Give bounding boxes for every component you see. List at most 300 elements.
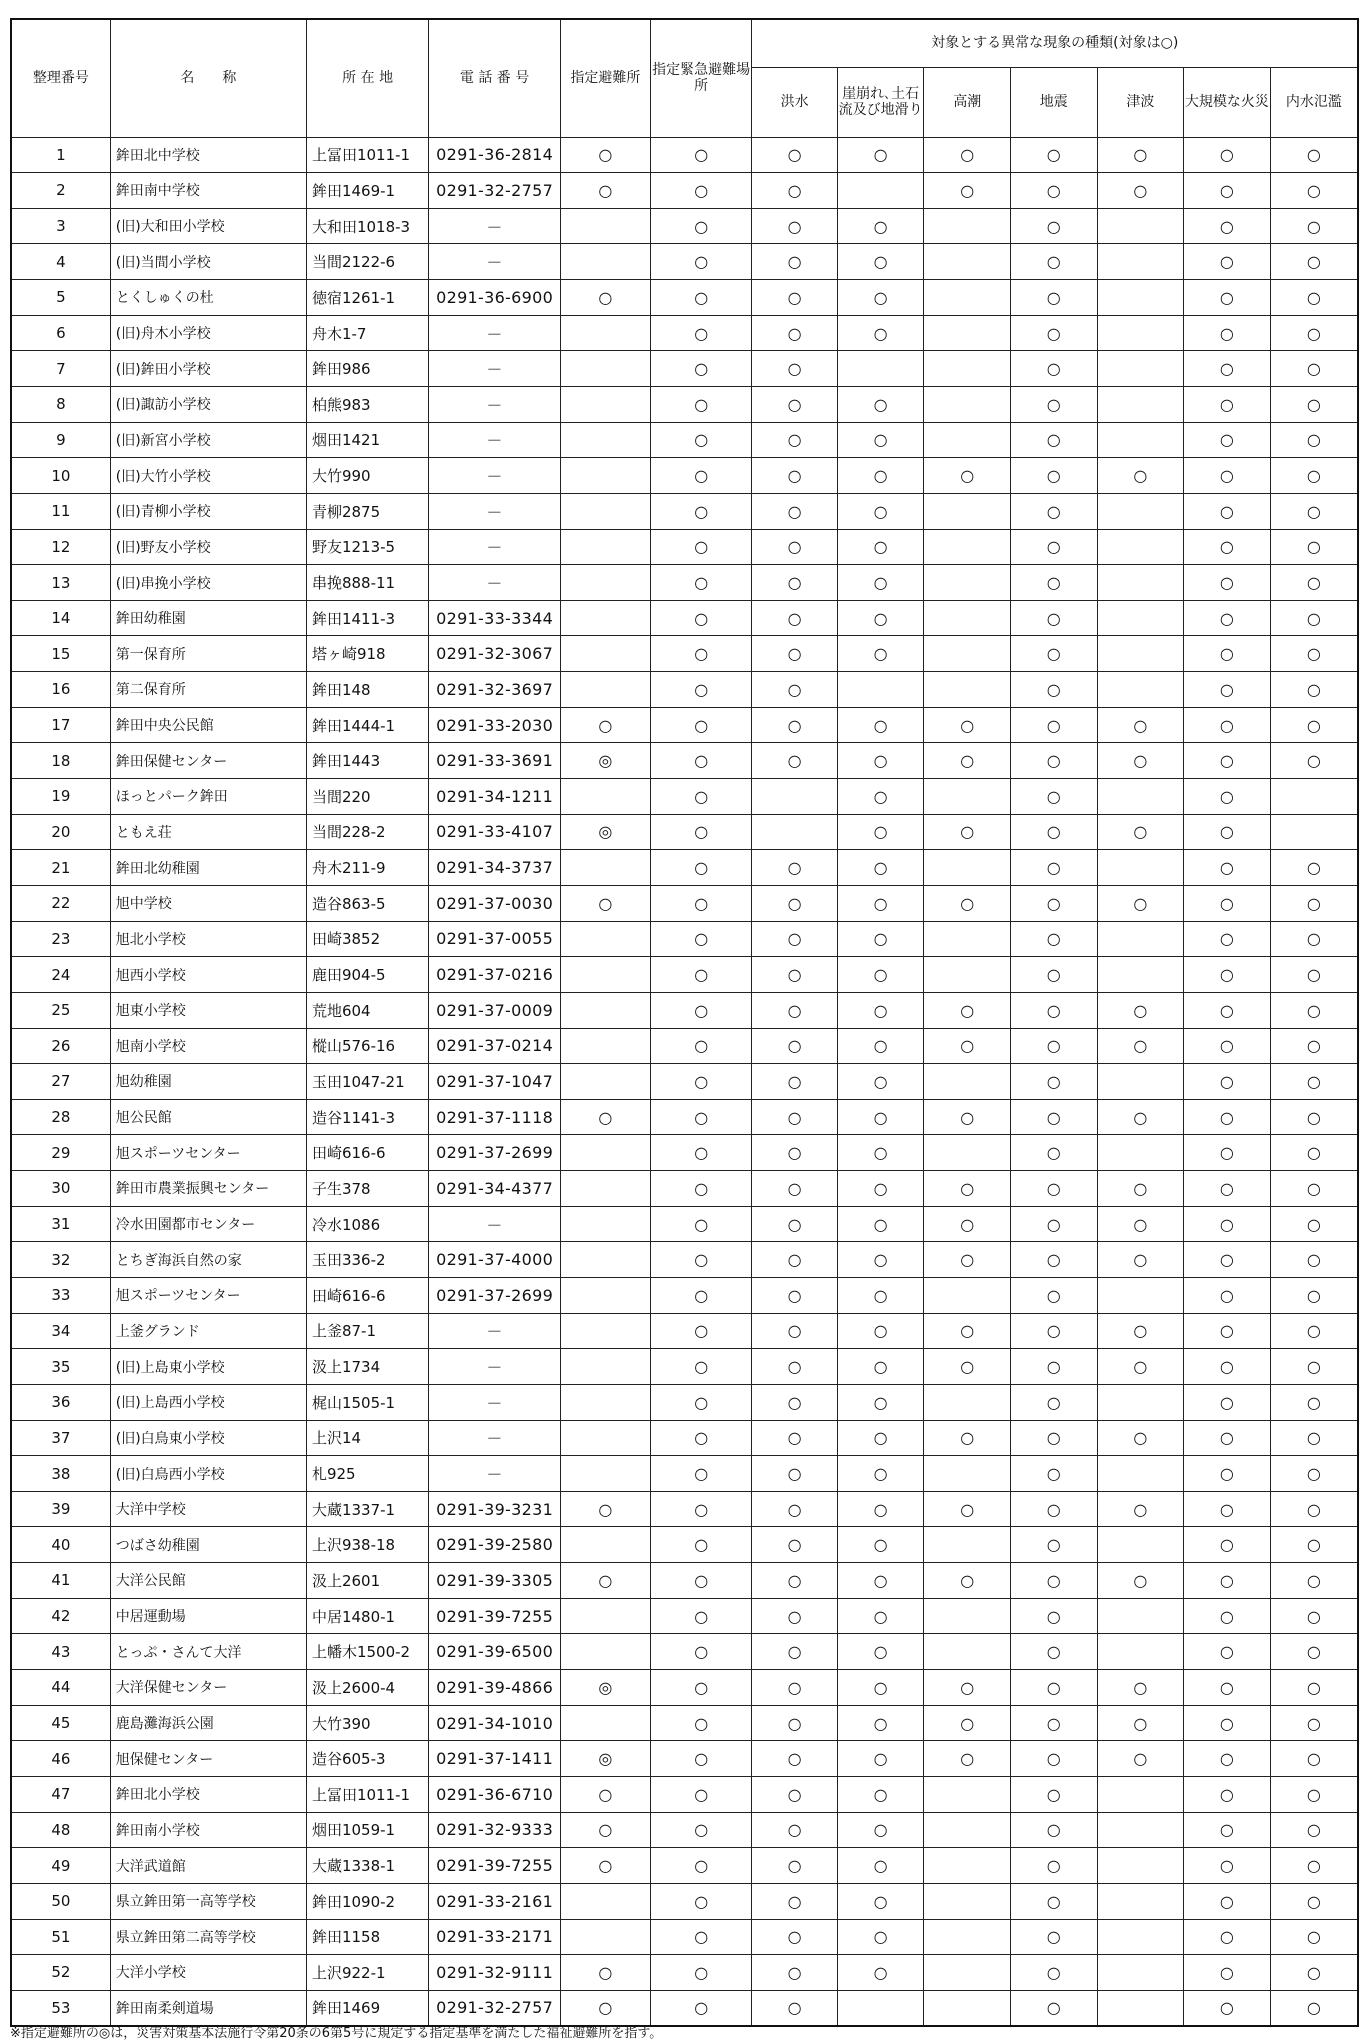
table-row [11, 1313, 1358, 1349]
cell-designated-shelter: ○ [560, 1848, 650, 1884]
cell-hazard-mark: ○ [1270, 1955, 1358, 1991]
cell-hazard-mark: ○ [752, 1278, 837, 1314]
cell-name: とくしゅくの杜 [110, 280, 306, 316]
cell-hazard-mark [1097, 422, 1184, 458]
cell-name: 旭保健センター [110, 1741, 306, 1777]
table-row [11, 1670, 1358, 1706]
table-row [11, 779, 1358, 815]
cell-hazard-mark [1097, 1776, 1184, 1812]
cell-emergency-site: ○ [650, 1206, 752, 1242]
cell-name: 鉾田北幼稚園 [110, 850, 306, 886]
cell-address: 造谷1141-3 [306, 1099, 428, 1135]
cell-no: 24 [11, 957, 110, 993]
cell-hazard-mark: ○ [837, 1384, 924, 1420]
cell-designated-shelter [560, 1527, 650, 1563]
cell-hazard-mark: ○ [752, 1349, 837, 1385]
header-emergency-site: 指定緊急避難場所 [650, 19, 752, 137]
cell-no: 50 [11, 1883, 110, 1919]
cell-address: 烟田1421 [306, 422, 428, 458]
header-hazard: 地震 [1010, 67, 1097, 137]
cell-hazard-mark: ○ [752, 921, 837, 957]
cell-hazard-mark: ○ [1097, 814, 1184, 850]
cell-hazard-mark: ○ [1270, 1812, 1358, 1848]
cell-designated-shelter [560, 565, 650, 601]
cell-hazard-mark: ○ [1010, 351, 1097, 387]
table-row [11, 529, 1358, 565]
table-row [11, 422, 1358, 458]
cell-emergency-site: ○ [650, 1848, 752, 1884]
cell-hazard-mark: ○ [837, 1919, 924, 1955]
cell-name: (旧)諏訪小学校 [110, 386, 306, 422]
cell-designated-shelter [560, 1278, 650, 1314]
cell-emergency-site: ○ [650, 1919, 752, 1955]
cell-hazard-mark: ○ [1184, 1741, 1271, 1777]
cell-phone: 0291-36-6900 [429, 280, 561, 316]
cell-hazard-mark: ○ [752, 386, 837, 422]
cell-hazard-mark: ○ [1010, 1384, 1097, 1420]
cell-emergency-site: ○ [650, 1491, 752, 1527]
cell-hazard-mark: ○ [837, 422, 924, 458]
cell-hazard-mark [1097, 1919, 1184, 1955]
cell-phone: 0291-37-1118 [429, 1099, 561, 1135]
cell-hazard-mark: ○ [1010, 1670, 1097, 1706]
table-row [11, 1206, 1358, 1242]
cell-hazard-mark: ○ [1184, 386, 1271, 422]
cell-hazard-mark: ○ [924, 885, 1011, 921]
cell-hazard-mark: ○ [837, 1563, 924, 1599]
cell-hazard-mark: ○ [752, 1491, 837, 1527]
cell-address: 鉾田1469 [306, 1990, 428, 2026]
cell-phone: － [429, 208, 561, 244]
cell-phone: － [429, 1384, 561, 1420]
cell-name: 旭公民館 [110, 1099, 306, 1135]
cell-hazard-mark: ○ [1270, 1634, 1358, 1670]
cell-hazard-mark: ○ [752, 1598, 837, 1634]
cell-designated-shelter [560, 208, 650, 244]
header-address: 所 在 地 [306, 19, 428, 137]
cell-hazard-mark [1097, 1527, 1184, 1563]
cell-hazard-mark: ○ [752, 1776, 837, 1812]
cell-hazard-mark [1097, 1135, 1184, 1171]
table-row [11, 1955, 1358, 1991]
table-row [11, 137, 1358, 173]
cell-emergency-site: ○ [650, 1990, 752, 2026]
cell-emergency-site: ○ [650, 1171, 752, 1207]
cell-address: 上冨田1011-1 [306, 137, 428, 173]
cell-hazard-mark [1097, 351, 1184, 387]
cell-phone: 0291-39-7255 [429, 1598, 561, 1634]
cell-emergency-site: ○ [650, 1420, 752, 1456]
cell-no: 44 [11, 1670, 110, 1706]
cell-hazard-mark: ○ [1010, 1848, 1097, 1884]
cell-hazard-mark [924, 422, 1011, 458]
cell-emergency-site: ○ [650, 1670, 752, 1706]
cell-hazard-mark [1097, 1812, 1184, 1848]
cell-hazard-mark: ○ [924, 1171, 1011, 1207]
cell-designated-shelter [560, 672, 650, 708]
cell-hazard-mark: ○ [1010, 707, 1097, 743]
cell-emergency-site: ○ [650, 1776, 752, 1812]
table-row [11, 208, 1358, 244]
cell-hazard-mark: ○ [837, 1420, 924, 1456]
cell-hazard-mark: ○ [1270, 493, 1358, 529]
cell-hazard-mark [1097, 493, 1184, 529]
cell-designated-shelter [560, 600, 650, 636]
cell-hazard-mark [1097, 1064, 1184, 1100]
cell-hazard-mark: ○ [1184, 244, 1271, 280]
cell-emergency-site: ○ [650, 208, 752, 244]
cell-phone: 0291-33-3344 [429, 600, 561, 636]
cell-hazard-mark [924, 1135, 1011, 1171]
cell-name: 県立鉾田第二高等学校 [110, 1919, 306, 1955]
table-row [11, 1563, 1358, 1599]
cell-no: 36 [11, 1384, 110, 1420]
cell-no: 38 [11, 1456, 110, 1492]
cell-hazard-mark: ○ [924, 1206, 1011, 1242]
cell-hazard-mark: ○ [752, 1919, 837, 1955]
cell-no: 39 [11, 1491, 110, 1527]
table-row [11, 386, 1358, 422]
cell-hazard-mark [924, 957, 1011, 993]
cell-hazard-mark [1097, 1456, 1184, 1492]
cell-phone: － [429, 529, 561, 565]
footnote: ※指定避難所の◎は，災害対策基本法施行令第20条の6第5号に規定する指定基準を満たした福祉避難所を指す。 [10, 2026, 663, 2041]
cell-hazard-mark: ○ [752, 1990, 837, 2026]
cell-address: 上釜87-1 [306, 1313, 428, 1349]
cell-hazard-mark: ○ [1270, 1919, 1358, 1955]
cell-hazard-mark [1097, 850, 1184, 886]
cell-hazard-mark: ○ [1270, 850, 1358, 886]
cell-hazard-mark: ○ [1270, 636, 1358, 672]
cell-hazard-mark: ○ [1010, 208, 1097, 244]
table-row [11, 1848, 1358, 1884]
cell-hazard-mark: ○ [1270, 1563, 1358, 1599]
cell-hazard-mark: ○ [924, 137, 1011, 173]
cell-address: 鉾田1090-2 [306, 1883, 428, 1919]
cell-emergency-site: ○ [650, 636, 752, 672]
cell-hazard-mark: ○ [1010, 1064, 1097, 1100]
cell-hazard-mark: ○ [752, 1634, 837, 1670]
table-row [11, 1028, 1358, 1064]
cell-name: とちぎ海浜自然の家 [110, 1242, 306, 1278]
cell-emergency-site: ○ [650, 814, 752, 850]
cell-hazard-mark: ○ [1184, 1028, 1271, 1064]
cell-no: 49 [11, 1848, 110, 1884]
header-name: 名 称 [110, 19, 306, 137]
table-row [11, 1171, 1358, 1207]
cell-hazard-mark [1097, 529, 1184, 565]
cell-hazard-mark: ○ [1097, 1670, 1184, 1706]
cell-phone: 0291-37-0055 [429, 921, 561, 957]
cell-hazard-mark: ○ [752, 1384, 837, 1420]
cell-phone: 0291-33-4107 [429, 814, 561, 850]
cell-hazard-mark: ○ [752, 244, 837, 280]
cell-address: 大蔵1337-1 [306, 1491, 428, 1527]
cell-name: (旧)白鳥西小学校 [110, 1456, 306, 1492]
cell-hazard-mark: ○ [1010, 1563, 1097, 1599]
cell-hazard-mark: ○ [924, 743, 1011, 779]
cell-phone: － [429, 1420, 561, 1456]
cell-hazard-mark: ○ [1184, 850, 1271, 886]
cell-address: 札925 [306, 1456, 428, 1492]
cell-hazard-mark: ○ [1010, 814, 1097, 850]
table-row [11, 1384, 1358, 1420]
cell-hazard-mark: ○ [1270, 957, 1358, 993]
cell-hazard-mark: ○ [1270, 1883, 1358, 1919]
cell-address: 舟木211-9 [306, 850, 428, 886]
cell-emergency-site: ○ [650, 137, 752, 173]
cell-hazard-mark: ○ [1097, 1563, 1184, 1599]
cell-hazard-mark [1097, 1955, 1184, 1991]
cell-hazard-mark: ○ [1270, 1064, 1358, 1100]
cell-name: 旭東小学校 [110, 992, 306, 1028]
cell-address: 舟木1-7 [306, 315, 428, 351]
cell-name: (旧)大竹小学校 [110, 458, 306, 494]
cell-emergency-site: ○ [650, 1135, 752, 1171]
cell-designated-shelter: ◎ [560, 743, 650, 779]
cell-hazard-mark: ○ [1184, 1064, 1271, 1100]
cell-hazard-mark: ○ [1184, 779, 1271, 815]
cell-no: 6 [11, 315, 110, 351]
cell-name: 大洋公民館 [110, 1563, 306, 1599]
cell-hazard-mark [924, 280, 1011, 316]
cell-hazard-mark [1097, 636, 1184, 672]
cell-address: 荒地604 [306, 992, 428, 1028]
cell-name: 鹿島灘海浜公園 [110, 1705, 306, 1741]
table-row [11, 280, 1358, 316]
cell-hazard-mark: ○ [1184, 1955, 1271, 1991]
cell-emergency-site: ○ [650, 1883, 752, 1919]
cell-hazard-mark [924, 1812, 1011, 1848]
cell-emergency-site: ○ [650, 173, 752, 209]
cell-designated-shelter: ◎ [560, 1741, 650, 1777]
cell-no: 4 [11, 244, 110, 280]
cell-name: (旧)大和田小学校 [110, 208, 306, 244]
cell-hazard-mark [924, 493, 1011, 529]
cell-hazard-mark: ○ [1270, 1099, 1358, 1135]
cell-name: 鉾田幼稚園 [110, 600, 306, 636]
cell-emergency-site: ○ [650, 707, 752, 743]
cell-hazard-mark: ○ [837, 315, 924, 351]
cell-hazard-mark: ○ [752, 1206, 837, 1242]
cell-hazard-mark: ○ [1010, 1349, 1097, 1385]
table-row [11, 1456, 1358, 1492]
cell-emergency-site: ○ [650, 422, 752, 458]
cell-hazard-mark: ○ [924, 173, 1011, 209]
cell-name: 鉾田北中学校 [110, 137, 306, 173]
cell-hazard-mark: ○ [1010, 1919, 1097, 1955]
cell-address: 当間220 [306, 779, 428, 815]
cell-hazard-mark: ○ [1010, 1527, 1097, 1563]
cell-hazard-mark: ○ [1010, 1741, 1097, 1777]
cell-hazard-mark [924, 351, 1011, 387]
cell-designated-shelter: ○ [560, 1955, 650, 1991]
cell-hazard-mark [1097, 957, 1184, 993]
cell-emergency-site: ○ [650, 1278, 752, 1314]
cell-name: 旭スポーツセンター [110, 1278, 306, 1314]
cell-hazard-mark: ○ [837, 1741, 924, 1777]
cell-hazard-mark: ○ [1010, 565, 1097, 601]
header-hazard: 内水氾濫 [1270, 67, 1358, 137]
cell-phone: － [429, 351, 561, 387]
cell-phone: 0291-32-9333 [429, 1812, 561, 1848]
cell-hazard-mark: ○ [752, 1883, 837, 1919]
cell-hazard-mark: ○ [1270, 1242, 1358, 1278]
cell-hazard-mark: ○ [1010, 386, 1097, 422]
cell-phone: － [429, 458, 561, 494]
cell-hazard-mark [924, 1527, 1011, 1563]
cell-hazard-mark: ○ [1184, 707, 1271, 743]
cell-hazard-mark: ○ [1270, 921, 1358, 957]
cell-emergency-site: ○ [650, 1812, 752, 1848]
cell-hazard-mark: ○ [1097, 1028, 1184, 1064]
cell-address: 汲上2601 [306, 1563, 428, 1599]
cell-no: 14 [11, 600, 110, 636]
cell-hazard-mark: ○ [1184, 1099, 1271, 1135]
cell-name: (旧)当間小学校 [110, 244, 306, 280]
cell-no: 5 [11, 280, 110, 316]
cell-hazard-mark: ○ [1010, 1420, 1097, 1456]
cell-no: 9 [11, 422, 110, 458]
cell-hazard-mark: ○ [1184, 1990, 1271, 2026]
cell-hazard-mark: ○ [1184, 1135, 1271, 1171]
cell-phone: 0291-39-7255 [429, 1848, 561, 1884]
cell-name: (旧)白鳥東小学校 [110, 1420, 306, 1456]
cell-hazard-mark: ○ [837, 1634, 924, 1670]
cell-hazard-mark: ○ [837, 1670, 924, 1706]
cell-hazard-mark: ○ [1184, 1598, 1271, 1634]
cell-no: 34 [11, 1313, 110, 1349]
cell-hazard-mark: ○ [752, 1171, 837, 1207]
cell-name: (旧)串挽小学校 [110, 565, 306, 601]
cell-hazard-mark: ○ [1184, 529, 1271, 565]
cell-hazard-mark: ○ [1010, 529, 1097, 565]
cell-name: 大洋小学校 [110, 1955, 306, 1991]
cell-hazard-mark: ○ [837, 850, 924, 886]
table-row [11, 957, 1358, 993]
cell-hazard-mark: ○ [1270, 600, 1358, 636]
cell-designated-shelter [560, 493, 650, 529]
header-hazard-group: 対象とする異常な現象の種類(対象は○) [752, 19, 1358, 67]
cell-hazard-mark [837, 173, 924, 209]
cell-hazard-mark: ○ [1270, 315, 1358, 351]
cell-hazard-mark: ○ [1184, 600, 1271, 636]
cell-no: 28 [11, 1099, 110, 1135]
cell-emergency-site: ○ [650, 600, 752, 636]
cell-hazard-mark: ○ [837, 636, 924, 672]
cell-hazard-mark [1097, 386, 1184, 422]
cell-no: 15 [11, 636, 110, 672]
cell-no: 32 [11, 1242, 110, 1278]
cell-hazard-mark [837, 351, 924, 387]
cell-designated-shelter [560, 957, 650, 993]
cell-hazard-mark: ○ [924, 1491, 1011, 1527]
cell-hazard-mark [924, 1384, 1011, 1420]
table-row [11, 1741, 1358, 1777]
cell-hazard-mark: ○ [1010, 422, 1097, 458]
cell-hazard-mark: ○ [837, 1135, 924, 1171]
cell-no: 52 [11, 1955, 110, 1991]
cell-name: 旭スポーツセンター [110, 1135, 306, 1171]
cell-designated-shelter [560, 529, 650, 565]
cell-emergency-site: ○ [650, 992, 752, 1028]
cell-phone: 0291-37-2699 [429, 1135, 561, 1171]
cell-hazard-mark: ○ [752, 137, 837, 173]
cell-hazard-mark: ○ [1270, 743, 1358, 779]
cell-no: 37 [11, 1420, 110, 1456]
cell-hazard-mark [924, 1848, 1011, 1884]
cell-hazard-mark: ○ [1010, 1135, 1097, 1171]
cell-hazard-mark: ○ [1184, 1491, 1271, 1527]
cell-hazard-mark: ○ [1270, 208, 1358, 244]
cell-designated-shelter [560, 1919, 650, 1955]
cell-address: 大和田1018-3 [306, 208, 428, 244]
cell-hazard-mark: ○ [1010, 992, 1097, 1028]
cell-hazard-mark [752, 779, 837, 815]
cell-hazard-mark [924, 1776, 1011, 1812]
cell-hazard-mark: ○ [1097, 992, 1184, 1028]
cell-hazard-mark: ○ [752, 1955, 837, 1991]
cell-hazard-mark: ○ [752, 280, 837, 316]
cell-hazard-mark: ○ [1097, 1491, 1184, 1527]
cell-address: 上沢938-18 [306, 1527, 428, 1563]
cell-hazard-mark: ○ [1270, 1776, 1358, 1812]
cell-no: 35 [11, 1349, 110, 1385]
cell-hazard-mark [1097, 280, 1184, 316]
cell-designated-shelter: ◎ [560, 814, 650, 850]
cell-hazard-mark: ○ [924, 1420, 1011, 1456]
cell-no: 43 [11, 1634, 110, 1670]
cell-hazard-mark: ○ [837, 992, 924, 1028]
cell-no: 8 [11, 386, 110, 422]
cell-hazard-mark: ○ [837, 137, 924, 173]
cell-phone: － [429, 244, 561, 280]
cell-emergency-site: ○ [650, 885, 752, 921]
cell-hazard-mark: ○ [1184, 814, 1271, 850]
cell-phone: 0291-37-0214 [429, 1028, 561, 1064]
cell-name: ともえ荘 [110, 814, 306, 850]
cell-designated-shelter [560, 1634, 650, 1670]
cell-hazard-mark: ○ [1097, 743, 1184, 779]
table-row [11, 244, 1358, 280]
cell-no: 3 [11, 208, 110, 244]
cell-phone: 0291-34-1010 [429, 1705, 561, 1741]
cell-name: 上釜グランド [110, 1313, 306, 1349]
cell-address: 当間2122-6 [306, 244, 428, 280]
cell-hazard-mark [924, 244, 1011, 280]
cell-phone: 0291-39-6500 [429, 1634, 561, 1670]
cell-no: 16 [11, 672, 110, 708]
cell-hazard-mark [1097, 565, 1184, 601]
cell-hazard-mark [1097, 1848, 1184, 1884]
cell-hazard-mark [924, 1634, 1011, 1670]
cell-hazard-mark: ○ [924, 1242, 1011, 1278]
table-row [11, 173, 1358, 209]
cell-phone: － [429, 1206, 561, 1242]
cell-no: 53 [11, 1990, 110, 2026]
cell-emergency-site: ○ [650, 1598, 752, 1634]
cell-address: 大竹990 [306, 458, 428, 494]
cell-no: 13 [11, 565, 110, 601]
cell-designated-shelter [560, 1705, 650, 1741]
cell-address: 汲上1734 [306, 1349, 428, 1385]
cell-emergency-site: ○ [650, 280, 752, 316]
cell-hazard-mark: ○ [1184, 1242, 1271, 1278]
cell-hazard-mark: ○ [752, 422, 837, 458]
cell-hazard-mark: ○ [837, 244, 924, 280]
cell-hazard-mark: ○ [1270, 565, 1358, 601]
header-hazard: 洪水 [752, 67, 837, 137]
